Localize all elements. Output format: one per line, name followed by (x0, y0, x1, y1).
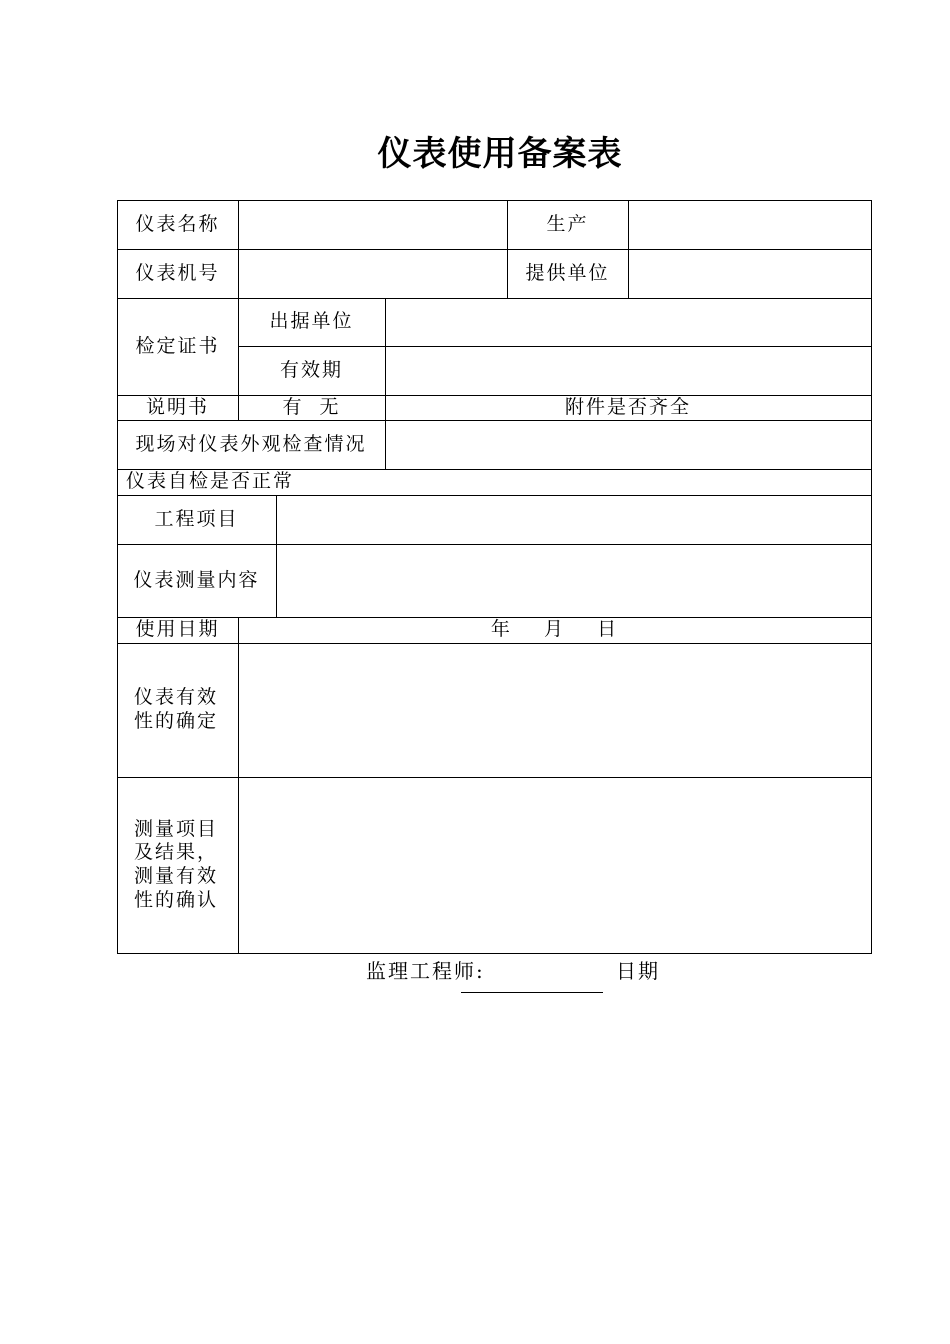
measure-content-field[interactable] (276, 544, 871, 617)
supplier-field[interactable] (628, 249, 871, 298)
appearance-check-label: 现场对仪表外观检查情况 (135, 432, 367, 455)
appearance-check-field[interactable] (385, 420, 871, 469)
production-label: 生产 (546, 212, 589, 235)
validity-field[interactable] (385, 346, 871, 395)
instrument-name-label: 仪表名称 (135, 212, 220, 235)
footer-date-label: 日期 (616, 959, 660, 983)
use-date-label: 使用日期 (135, 618, 220, 641)
certificate-label: 检定证书 (135, 334, 220, 357)
project-label: 工程项目 (154, 507, 239, 530)
issuer-label: 出据单位 (269, 310, 354, 333)
production-field[interactable] (628, 200, 871, 249)
page-title: 仪表使用备案表 (377, 134, 623, 174)
validity-confirm-field[interactable] (238, 643, 871, 777)
supervisor-engineer-label: 监理工程师: (366, 959, 485, 983)
manual-options[interactable]: 有 无 (282, 395, 341, 418)
project-field[interactable] (276, 495, 871, 544)
results-field[interactable] (238, 777, 871, 953)
validity-label: 有效期 (279, 358, 343, 381)
measure-content-label: 仪表测量内容 (133, 568, 260, 591)
instrument-name-field[interactable] (238, 200, 507, 249)
supplier-label: 提供单位 (525, 261, 610, 284)
self-check-label: 仪表自检是否正常 (126, 470, 295, 493)
validity-confirm-label: 仪表有效性的确定 (134, 686, 219, 732)
use-date-field[interactable]: 年 月 日 (490, 618, 619, 641)
issuer-field[interactable] (385, 298, 871, 346)
signature-line[interactable] (461, 992, 603, 993)
instrument-serial-label: 仪表机号 (135, 261, 220, 284)
manual-label: 说明书 (145, 395, 209, 418)
accessories-label: 附件是否齐全 (564, 395, 691, 418)
results-label: 测量项目及结果，测量有效性的确认 (134, 817, 219, 911)
instrument-serial-field[interactable] (238, 249, 507, 298)
